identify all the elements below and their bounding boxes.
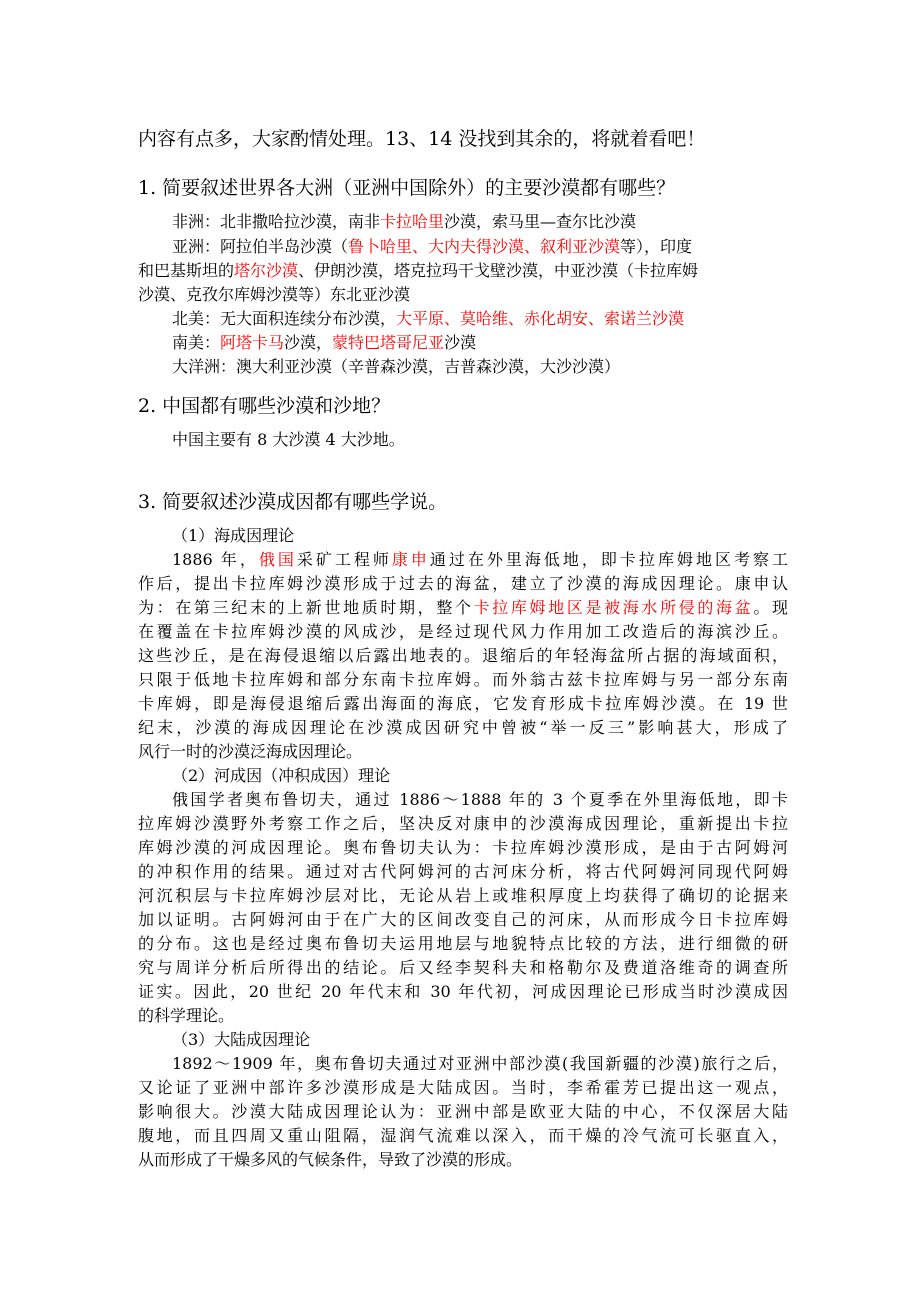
answer-north-america: 北美：无大面积连续分布沙漠，大平原、莫哈维、赤化胡安、索诺兰沙漠 <box>172 309 685 328</box>
paragraph-line: 1886 年，俄国采矿工程师康申通过在外里海低地，即卡拉库姆地区考察工 <box>172 550 788 569</box>
paragraph-line: 作后，提出卡拉库姆沙漠形成于过去的海盆，建立了沙漠的海成因理论。康申认 <box>138 574 788 593</box>
section-3-paragraph <box>138 1052 788 1172</box>
paragraph-line: 证实。因此，20 世纪 20 年代末和 30 年代初，河成因理论已形成当时沙漠成因 <box>138 982 788 1001</box>
paragraph-line: 卡库姆，即是海侵退缩后露出海面的海底，它发育形成卡拉库姆沙漠。在 19 世 <box>138 694 788 713</box>
paragraph-line: 只限于低地卡拉库姆和部分东南卡拉库姆。而外翁古兹卡拉库姆与另一部分东南 <box>138 670 788 689</box>
paragraph-line: 的分布。这也是经过奥布鲁切夫运用地层与地貌特点比较的方法，进行细微的研 <box>138 934 788 953</box>
paragraph-line: 究与周详分析后所得出的结论。后又经李契科夫和格勒尔及费道洛维奇的调查所 <box>138 958 788 977</box>
paragraph-line: 这些沙丘，是在海侵退缩以后露出地表的。退缩后的年轻海盆所占据的海域面积， <box>138 646 788 665</box>
paragraph-line: 在覆盖在卡拉库姆沙漠的风成沙，是经过现代风力作用加工改造后的海滨沙丘。 <box>138 622 788 641</box>
section-3-title: （3）大陆成因理论 <box>172 1030 311 1049</box>
question-2-title: 2. 中国都有哪些沙漠和沙地？ <box>138 395 391 417</box>
paragraph-line: 腹地，而且四周又重山阻隔，湿润气流难以深入，而干燥的冷气流可长驱直入， <box>138 1126 788 1145</box>
paragraph-line: 拉库姆沙漠野外考察工作之后，坚决反对康申的沙漠海成因理论，重新提出卡拉 <box>138 814 788 833</box>
answer-asia-line-3: 沙漠、克孜尔库姆沙漠等）东北亚沙漠 <box>138 285 411 304</box>
paragraph-line: 为：在第三纪末的上新世地质时期，整个卡拉库姆地区是被海水所侵的海盆。现 <box>138 598 788 617</box>
answer-oceania: 大洋洲：澳大利亚沙漠（辛普森沙漠，吉普森沙漠，大沙沙漠） <box>172 357 621 376</box>
paragraph-line: 1892～1909 年，奥布鲁切夫通过对亚洲中部沙漠(我国新疆的沙漠)旅行之后， <box>172 1054 788 1073</box>
paragraph-line: 俄国学者奥布鲁切夫，通过 1886～1888 年的 3 个夏季在外里海低地，即卡 <box>172 790 788 809</box>
question-3-title: 3. 简要叙述沙漠成因都有哪些学说。 <box>138 491 448 513</box>
paragraph-line: 从而形成了干燥多风的气候条件，导致了沙漠的形成。 <box>138 1150 523 1169</box>
section-2-paragraph <box>138 788 788 1028</box>
paragraph-line: 风行一时的沙漠泛海成因理论。 <box>138 742 363 761</box>
answer-asia-line-2: 和巴基斯坦的塔尔沙漠、伊朗沙漠，塔克拉玛干戈壁沙漠，中亚沙漠（卡拉库姆 <box>138 261 699 280</box>
question-1-title: 1. 简要叙述世界各大洲（亚洲中国除外）的主要沙漠都有哪些？ <box>138 177 676 199</box>
paragraph-line: 纪末，沙漠的海成因理论在沙漠成因研究中曾被“举一反三”影响甚大，形成了 <box>138 718 788 737</box>
paragraph-line: 库姆沙漠的河成因理论。奥布鲁切夫认为：卡拉库姆沙漠形成，是由于古阿姆河 <box>138 838 788 857</box>
answer-africa: 非洲：北非撒哈拉沙漠，南非卡拉哈里沙漠，索马里—查尔比沙漠 <box>172 212 637 231</box>
section-1-paragraph <box>138 548 788 764</box>
answer-south-america: 南美：阿塔卡马沙漠，蒙特巴塔哥尼亚沙漠 <box>172 333 477 352</box>
section-2-title: （2）河成因（冲积成因）理论 <box>172 766 391 785</box>
paragraph-line: 的冲积作用的结果。通过对古代阿姆河的古河床分析，将古代阿姆河同现代阿姆 <box>138 862 788 881</box>
intro-text: 内容有点多，大家酌情处理。13、14 没找到其余的，将就着看吧！ <box>138 128 706 150</box>
answer-asia-line-1: 亚洲：阿拉伯半岛沙漠（鲁卜哈里、大内夫得沙漠、叙利亚沙漠等），印度 <box>172 237 693 256</box>
paragraph-line: 的科学理论。 <box>138 1006 235 1025</box>
paragraph-line: 加以证明。古阿姆河由于在广大的区间改变自己的河床，从而形成今日卡拉库姆 <box>138 910 788 929</box>
question-2-answer: 中国主要有 8 大沙漠 4 大沙地。 <box>172 430 405 449</box>
paragraph-line: 又论证了亚洲中部许多沙漠形成是大陆成因。当时，李希霍芳已提出这一观点， <box>138 1078 788 1097</box>
section-1-title: （1）海成因理论 <box>172 526 295 545</box>
paragraph-line: 影响很大。沙漠大陆成因理论认为：亚洲中部是欧亚大陆的中心，不仅深居大陆 <box>138 1102 788 1121</box>
paragraph-line: 河沉积层与卡拉库姆沙层对比，无论从岩上或堆积厚度上均获得了确切的论据来 <box>138 886 788 905</box>
